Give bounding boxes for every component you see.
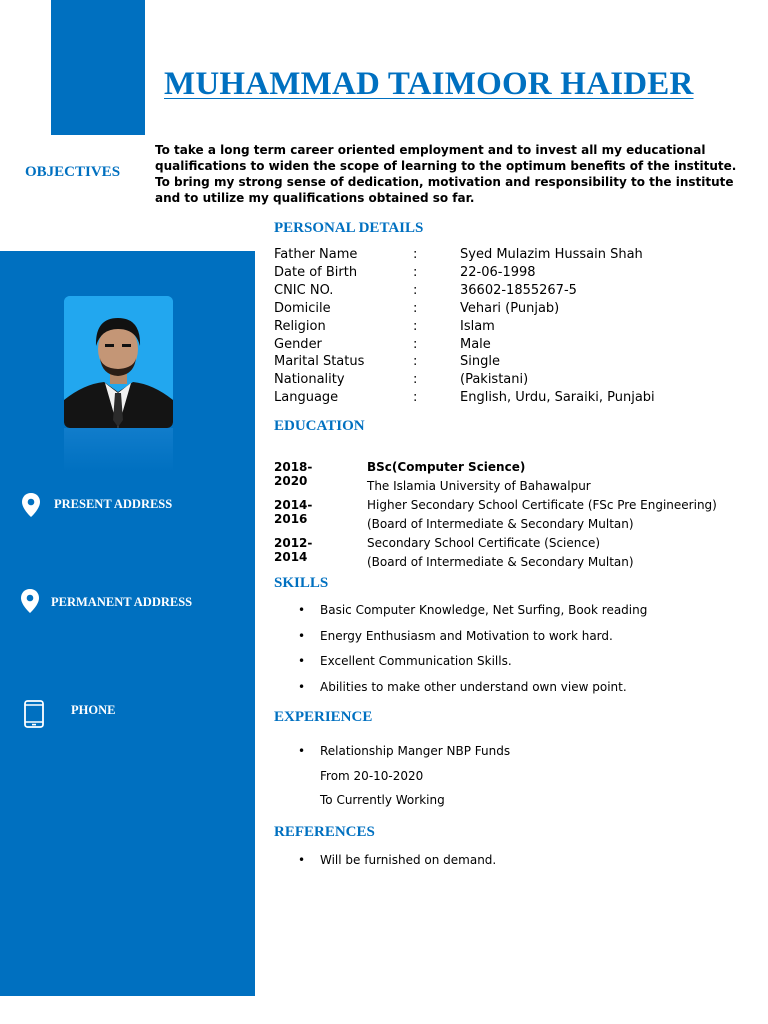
personal-detail-row [274,319,754,337]
present-address-item [21,492,172,522]
detail-separator: : [413,372,418,388]
present-address-label: PRESENT ADDRESS [54,496,173,511]
education-subtitle: The Islamia University of Bahawalpur [367,479,591,493]
education-title: Higher Secondary School Certificate (FSc Pre Engineering) [367,498,717,512]
bullet: • [298,853,306,867]
skill-text: Energy Enthusiasm and Motivation to work hard. [320,628,613,643]
detail-key: Father Name [274,247,358,262]
detail-key: Date of Birth [274,264,358,280]
profile-photo [64,296,173,428]
detail-key: Gender [274,336,322,352]
phone-label: PHONE [71,702,116,717]
bullet: • [298,679,306,694]
bullet: • [298,628,306,643]
detail-separator: : [413,264,418,280]
skill-text: Excellent Communication Skills. [320,654,512,668]
personal-detail-row [274,372,754,390]
education-subtitle: (Board of Intermediate & Secondary Multan) [367,555,634,569]
phone-item [23,700,115,732]
detail-value: Single [460,354,500,370]
education-years: 2018-2020 [274,460,313,488]
education-title: Secondary School Certificate (Science) [367,536,601,550]
detail-key: Religion [274,318,326,334]
skill-text: Abilities to make other understand own view point. [320,679,627,694]
mobile-phone-icon [23,700,45,732]
detail-value: 22-06-1998 [460,264,536,280]
location-pin-icon [20,588,40,618]
detail-key: Marital Status [274,354,365,370]
detail-separator: : [413,300,418,316]
experience-heading: EXPERIENCE [274,709,373,725]
detail-value: Islam [460,318,495,334]
skill-text: Basic Computer Knowledge, Net Surfing, Book reading [320,603,648,617]
detail-key: Language [274,390,339,406]
personal-detail-row [274,337,754,355]
education-subtitle: (Board of Intermediate & Secondary Multan) [367,517,634,531]
personal-detail-row [274,354,754,372]
header-accent-block [51,0,145,135]
bullet: • [298,744,306,758]
personal-detail-row [274,283,754,301]
location-pin-icon [21,492,41,522]
personal-detail-row [274,247,754,265]
detail-separator: : [413,336,418,352]
skills-heading: SKILLS [274,575,329,591]
detail-separator: : [413,390,418,406]
detail-separator: : [413,354,418,370]
objectives-heading: OBJECTIVES [25,164,121,180]
objectives-text: To take a long term career oriented employment and to invest all my educational qualifications to widen the scope of learning to the optimum benefits of the institute. To bring my strong sense of dedication, motivation and responsibility to the institute and to utilize my qualifications obtained so far. [155,143,737,205]
detail-value: 36602-1855267-5 [460,282,577,298]
detail-key: Nationality [274,372,345,388]
detail-separator: : [413,282,418,298]
experience-role: Relationship Manger NBP Funds [320,744,511,758]
bullet: • [298,654,306,668]
photo-reflection [64,428,173,472]
detail-key: CNIC NO. [274,282,334,298]
detail-value: Syed Mulazim Hussain Shah [460,247,643,262]
detail-separator: : [413,247,418,262]
education-title: BSc(Computer Science) [367,460,526,474]
detail-separator: : [413,318,418,334]
detail-value: Vehari (Punjab) [460,300,560,316]
permanent-address-item [20,588,192,618]
experience-from: From 20-10-2020 [320,769,424,783]
education-years: 2014-2016 [274,498,313,526]
detail-value: English, Urdu, Saraiki, Punjabi [460,390,655,406]
education-heading: EDUCATION [274,418,365,434]
references-text: Will be furnished on demand. [320,853,497,867]
candidate-name: MUHAMMAD TAIMOOR HAIDER [164,66,694,102]
education-years: 2012-2014 [274,536,313,564]
experience-to: To Currently Working [320,793,445,807]
permanent-address-label: PERMANENT ADDRESS [51,594,193,609]
detail-value: Male [460,336,491,352]
detail-value: (Pakistani) [460,372,529,388]
references-heading: REFERENCES [274,824,375,840]
bullet: • [298,603,306,617]
personal-detail-row [274,390,754,408]
detail-key: Domicile [274,300,331,316]
personal-details-heading: PERSONAL DETAILS [274,220,424,236]
personal-detail-row [274,301,754,319]
personal-detail-row [274,265,754,283]
